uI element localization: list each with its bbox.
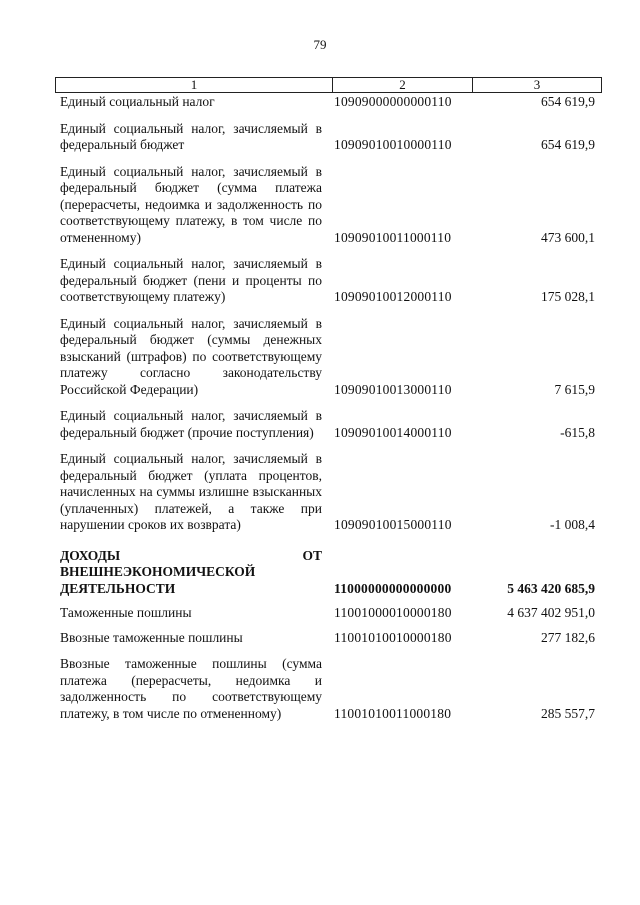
- header-col-2: 2: [333, 78, 473, 92]
- row-value: 277 182,6: [541, 629, 595, 645]
- row-name: Единый социальный налог, зачисляемый в федеральный бюджет (пени и проценты по соответствующему платежу): [60, 256, 322, 304]
- row-name: Таможенные пошлины: [60, 605, 192, 620]
- table-row: [60, 630, 595, 647]
- row-value: 7 615,9: [554, 381, 595, 397]
- table-row: [60, 451, 595, 534]
- row-value: 175 028,1: [541, 289, 595, 304]
- row-value: 654 619,9: [541, 137, 595, 152]
- row-code: 11001000010000180: [334, 605, 452, 620]
- table-row: [60, 164, 595, 247]
- row-name: Ввозные таможенные пошлины (сумма платежа (перерасчеты, недоимка и задолженность по соответствующему платежу, в том числе по отмененному): [60, 656, 322, 721]
- row-name: Единый социальный налог: [60, 94, 215, 109]
- row-code: 11001010011000180: [334, 705, 452, 721]
- row-code: 10909010012000110: [334, 289, 452, 304]
- table-body: [60, 94, 595, 722]
- header-col-3: 3: [533, 77, 541, 92]
- row-code: 11001010010000180: [334, 629, 452, 645]
- table-row: [60, 256, 595, 306]
- row-name: Единый социальный налог, зачисляемый в федеральный бюджет: [60, 120, 322, 152]
- row-name: Единый социальный налог, зачисляемый в федеральный бюджет (сумма платежа (перерасчеты, недоимка и задолженность по соответствующему платежу, в том числе по отмененному): [60, 163, 322, 245]
- row-code: 10909010011000110: [334, 229, 452, 245]
- row-code: 11000000000000000: [334, 580, 452, 596]
- table-row: [60, 94, 595, 111]
- row-code: 10909010014000110: [334, 424, 452, 440]
- row-code: 10909010013000110: [334, 381, 452, 397]
- row-code: 10909010015000110: [334, 517, 452, 532]
- table-row: [60, 605, 595, 622]
- page-number: 79: [313, 37, 327, 52]
- header-col-1: 1: [56, 78, 333, 92]
- row-code: 10909000000000110: [334, 94, 452, 109]
- table-row: [60, 408, 595, 441]
- row-value: -1 008,4: [550, 517, 595, 532]
- row-value: 4 637 402 951,0: [507, 605, 595, 620]
- table-row: [60, 316, 595, 399]
- row-name: Единый социальный налог, зачисляемый в федеральный бюджет (прочие поступления): [60, 408, 322, 440]
- row-name: ДОХОДЫ ОТ ВНЕШНЕЭКОНОМИЧЕСКОЙ ДЕЯТЕЛЬНОСТИ: [60, 547, 322, 596]
- row-value: 654 619,9: [541, 94, 595, 109]
- row-name: Единый социальный налог, зачисляемый в федеральный бюджет (уплата процентов, начисленных на суммы излишне взысканных (уплаченных) платежей, а также при нарушении сроков их возврата): [60, 451, 322, 532]
- table-header: [55, 77, 602, 93]
- table-row: [60, 656, 595, 722]
- row-value: 473 600,1: [541, 229, 595, 245]
- row-name: Единый социальный налог, зачисляемый в федеральный бюджет (суммы денежных взысканий (штрафов) по соответствующему платежу согласно законодательству Российской Федерации): [60, 315, 322, 397]
- row-value: 5 463 420 685,9: [507, 580, 595, 596]
- row-code: 10909010010000110: [334, 137, 452, 152]
- table-row: [60, 548, 595, 598]
- table-row: [60, 121, 595, 154]
- row-name: Ввозные таможенные пошлины: [60, 629, 243, 645]
- row-value: 285 557,7: [541, 705, 595, 721]
- row-value: -615,8: [560, 424, 595, 440]
